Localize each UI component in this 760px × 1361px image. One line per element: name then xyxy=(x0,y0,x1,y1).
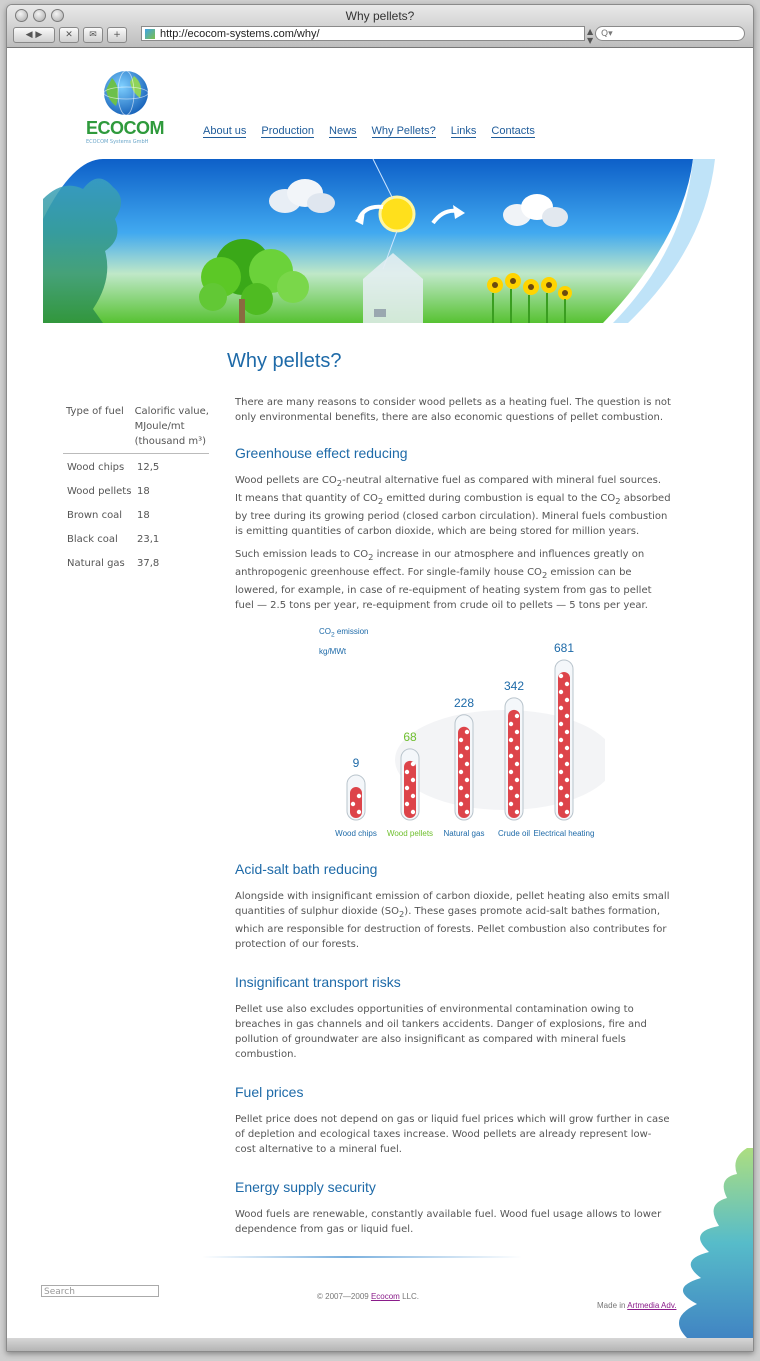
molecule xyxy=(565,746,569,750)
fuel-name: Black coal xyxy=(67,534,118,545)
chart-ylabel: $CO_2$ emission kg/MWt xyxy=(319,627,369,656)
bookmark-icon[interactable]: ✉ xyxy=(83,27,103,43)
section-heading: Energy supply security xyxy=(235,1179,376,1195)
window-title: Why pellets? xyxy=(345,9,415,23)
molecule xyxy=(559,802,563,806)
section-heading: Greenhouse effect reducing xyxy=(235,445,408,461)
molecule xyxy=(559,674,563,678)
menu-links[interactable]: Links xyxy=(450,125,477,137)
molecule xyxy=(465,762,469,766)
section-paragraph: Pellet price does not depend on gas or liquid fuel prices which will grow further in case of depletion and ecological taxes increase. Wood pellets are already represent low-cost alternative to a mineral fuel. xyxy=(235,1114,670,1155)
chart-bar-wood-chips xyxy=(347,775,365,820)
footer-search-input[interactable]: Search xyxy=(41,1285,159,1297)
footer-divider xyxy=(202,1256,522,1258)
ecocom-link[interactable]: Ecocom xyxy=(370,1292,400,1301)
molecule xyxy=(565,762,569,766)
fuel-calorific-table xyxy=(63,404,209,576)
table-row xyxy=(63,504,209,528)
molecule xyxy=(559,786,563,790)
chart-category-label: Natural gas xyxy=(443,829,485,838)
table-row xyxy=(63,480,209,504)
section-heading: Insignificant transport risks xyxy=(235,974,401,990)
co2-emission-chart xyxy=(315,620,605,840)
chart-value-label: 228 xyxy=(453,695,475,710)
url-text: http://ecocom-systems.com/why/ xyxy=(160,28,320,40)
fuel-value: 18 xyxy=(137,510,150,521)
chart-value-label: 9 xyxy=(352,756,360,771)
table-row xyxy=(63,552,209,576)
main-menu xyxy=(203,125,535,138)
molecule xyxy=(559,738,563,742)
molecule xyxy=(565,730,569,734)
sun-icon xyxy=(380,197,414,231)
browser-window xyxy=(6,4,754,1352)
menu-about-us[interactable]: About us xyxy=(203,125,247,137)
section-paragraph: Pellet use also excludes opportunities of environmental contamination owing to breaches in gas channels and oil tankers accidents. Danger of explosions, fire and pollution of groundwater are also insignificant as compared with mineral fuels combustion. xyxy=(235,1004,647,1060)
molecule xyxy=(465,794,469,798)
molecule xyxy=(459,738,463,742)
molecule xyxy=(515,778,519,782)
molecule xyxy=(411,794,415,798)
molecule xyxy=(515,714,519,718)
molecule xyxy=(411,810,415,814)
molecule xyxy=(509,770,513,774)
molecule xyxy=(357,794,361,798)
chart-category-label: Wood pellets xyxy=(386,829,434,838)
chart-bar-natural-gas xyxy=(455,715,473,820)
molecule xyxy=(565,698,569,702)
molecule xyxy=(465,778,469,782)
molecule xyxy=(565,682,569,686)
chart-bar-crude-oil xyxy=(505,698,523,820)
column-header-fuel: Type of fuel xyxy=(66,406,124,417)
back-forward-button[interactable]: ◀ ▶ xyxy=(13,27,55,43)
section-paragraph: Such emission leads to $CO_2$ increase in our atmosphere and influences greatly on anthropogenic greenhouse effect. For single-family house $CO_2$ emission can be lowered, for example, in case of re-equipment of heating system from gas to pellet fuel — 2.5 tons per year, re-equipment from crude oil to pellets — 5 tons per year. xyxy=(235,549,652,611)
add-bookmark-icon[interactable]: + xyxy=(107,27,127,43)
browser-toolbar xyxy=(13,27,127,43)
molecule xyxy=(465,730,469,734)
molecule xyxy=(411,778,415,782)
chart-category-label: Electrical heating xyxy=(533,829,595,838)
menu-why-pellets[interactable]: Why Pellets? xyxy=(371,125,436,137)
section-heading: Fuel prices xyxy=(235,1084,304,1100)
fuel-value: 23,1 xyxy=(137,534,160,545)
fuel-name: Wood pellets xyxy=(67,486,132,497)
column-header-calorific: Calorific value, MJoule/mt (thousand m³) xyxy=(134,406,209,447)
molecule xyxy=(559,690,563,694)
molecule xyxy=(459,802,463,806)
section-paragraph: Alongside with insignificant emission of carbon dioxide, pellet heating also emits small quantities of sulphur dioxide $(SO_2)$. These gases promote acid-salt bathes formation, which are responsible for destruction of forests. Pellet combustion also contributes for protection of our forests. xyxy=(235,891,670,950)
molecule xyxy=(405,786,409,790)
stop-icon[interactable]: ✕ xyxy=(59,27,79,43)
copyright: © 2007—2009 Ecocom LLC. xyxy=(317,1292,419,1301)
chart-category-label: Wood chips xyxy=(335,829,377,838)
molecule xyxy=(559,706,563,710)
molecule xyxy=(465,746,469,750)
molecule xyxy=(351,802,355,806)
logo-text: ECOCOM xyxy=(86,118,164,138)
chart-value-label: 342 xyxy=(503,678,525,693)
molecule xyxy=(509,802,513,806)
molecule xyxy=(515,810,519,814)
molecule xyxy=(465,810,469,814)
made-in: Made in Artmedia Adv. xyxy=(597,1301,677,1310)
url-dropdown-icon[interactable]: ▲ ▼ xyxy=(587,27,594,45)
molecule xyxy=(411,762,415,766)
molecule xyxy=(559,770,563,774)
fuel-name: Brown coal xyxy=(67,510,123,521)
section-paragraph: Wood fuels are renewable, constantly available fuel. Wood fuel usage allows to lower dependence from gas or liquid fuel. xyxy=(235,1209,662,1235)
molecule xyxy=(515,746,519,750)
chart-bar-electrical-heating xyxy=(555,660,573,820)
molecule xyxy=(405,770,409,774)
status-bar xyxy=(7,1338,753,1351)
molecule xyxy=(509,754,513,758)
molecule xyxy=(459,754,463,758)
table-row xyxy=(63,528,209,552)
decorative-tree-icon xyxy=(647,1148,753,1338)
molecule xyxy=(509,786,513,790)
molecule xyxy=(459,786,463,790)
molecule xyxy=(357,810,361,814)
intro-paragraph: There are many reasons to consider wood pellets as a heating fuel. The question is not only environmental benefits, there are also economic questions of pellet combustion. xyxy=(235,397,671,423)
molecule xyxy=(509,738,513,742)
molecule xyxy=(565,714,569,718)
title-bar xyxy=(7,5,753,48)
molecule xyxy=(565,778,569,782)
fuel-name: Wood chips xyxy=(67,462,125,473)
section-heading: Acid-salt bath reducing xyxy=(235,861,378,877)
fuel-value: 37,8 xyxy=(137,558,160,569)
fuel-value: 12,5 xyxy=(137,462,160,473)
molecule xyxy=(559,722,563,726)
molecule xyxy=(515,730,519,734)
molecule xyxy=(459,770,463,774)
molecule xyxy=(565,810,569,814)
fuel-value: 18 xyxy=(137,486,150,497)
molecule xyxy=(565,794,569,798)
menu-news[interactable]: News xyxy=(329,125,357,137)
address-bar[interactable] xyxy=(141,26,585,41)
molecule xyxy=(515,794,519,798)
fuel-name: Natural gas xyxy=(67,558,125,569)
table-header xyxy=(63,404,209,454)
logo-subtitle: ECOCOM Systems GmbH xyxy=(86,139,149,145)
header-banner xyxy=(43,159,719,323)
artmedia-link[interactable]: Artmedia Adv. xyxy=(627,1301,677,1310)
favicon-icon xyxy=(145,29,155,39)
chart-value-label: 68 xyxy=(403,729,417,744)
search-icon: Q▾ xyxy=(601,29,613,39)
molecule xyxy=(405,802,409,806)
molecule xyxy=(559,754,563,758)
chart-value-label: 681 xyxy=(553,641,575,655)
molecule xyxy=(509,722,513,726)
web-page xyxy=(7,48,753,1338)
table-row xyxy=(63,456,209,480)
page-title: Why pellets? xyxy=(227,350,342,372)
browser-search-field[interactable] xyxy=(595,26,745,41)
section-paragraph: Wood pellets are $CO_2$-neutral alternative fuel as compared with mineral fuel sources. It means that quantity of $CO_2$ emitted during combustion is equal to the $CO_2$ absorbed by tree during its growing period (closed carbon circulation). Mineral fuels combustion is emitting quantities of carbon dioxide, which are being stored for million years. xyxy=(235,475,671,537)
chart-category-label: Crude oil xyxy=(497,829,531,838)
molecule xyxy=(515,762,519,766)
menu-contacts[interactable]: Contacts xyxy=(491,125,535,137)
menu-production[interactable]: Production xyxy=(261,125,315,137)
chart-bar-wood-pellets xyxy=(401,749,419,820)
